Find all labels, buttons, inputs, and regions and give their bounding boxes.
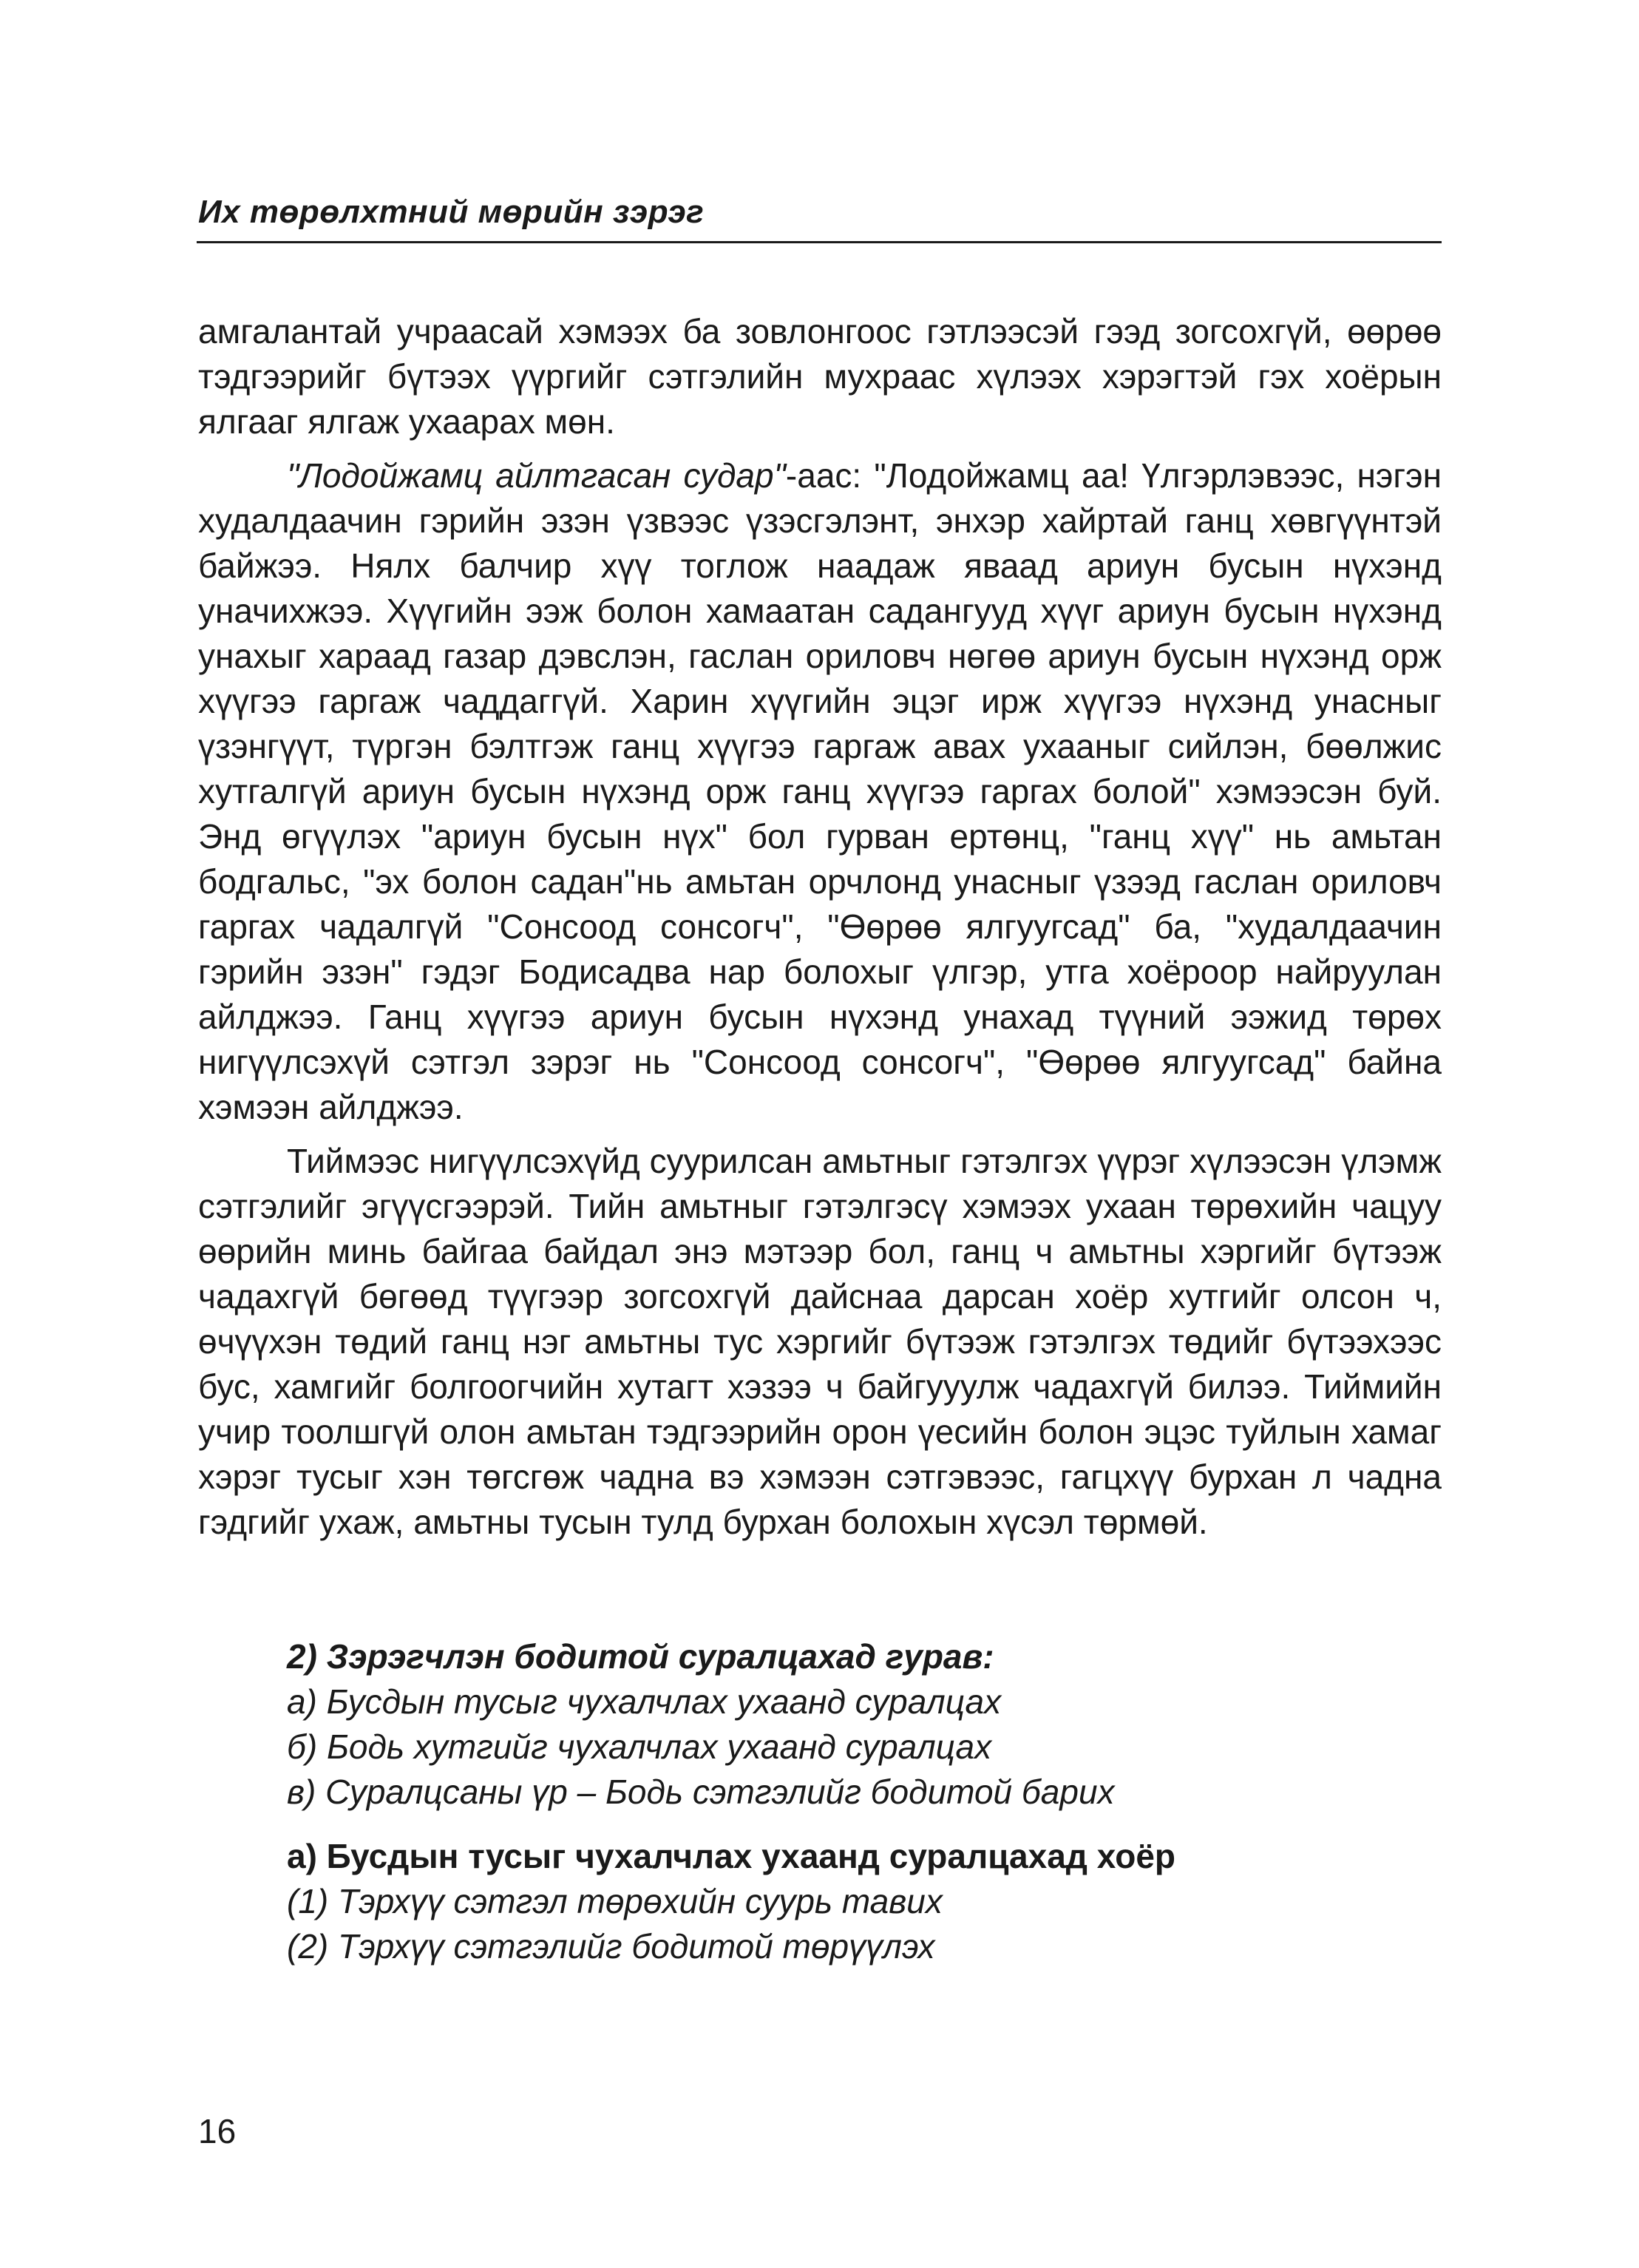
- paragraph-2: [198, 453, 1442, 1130]
- sutra-title: "Лодойжамц айлтгасан судар": [287, 456, 786, 495]
- running-header: Их төрөлхтний мөрийн зэрэг: [198, 194, 705, 230]
- list2-item-2: (2) Тэрхүү сэтгэлийг бодитой төрүүлэх: [287, 1927, 935, 1966]
- page-number: 16: [198, 2112, 237, 2150]
- paragraph-3: Тиймээс нигүүлсэхүйд суурилсан амьтныг гэтэлгэх үүрэг хүлээсэн үлэмж сэтгэлийг эгүүсгээрэй. Тийн амьтныг гэтэлгэсү хэмээх ухаан төрөхийн чацуу өөрийн минь байгаа байдал энэ мэтээр бол, ганц ч амьтны хэргийг бүтээж чадахгүй бөгөөд түүгээр зогсохгүй дайснаа дарсан хоёр хутгийг олсон ч, өчүүхэн төдий ганц нэг амьтны тус хэргийг бүтээж гэтэлгэх төдийг бүтээхээс бус, хамгийг болгоогчийн хутагт хэзээ ч байгууулж чадахгүй билээ. Тиймийн учир тоолшгүй олон амьтан тэдгээрийн орон үесийн болон эцэс туйлын хамаг хэрэг тусыг хэн төгсгөж чадна вэ хэмээн сэтгэвээс, гагцхүү бурхан л чадна гэдгийг ухаж, амьтны тусын тулд бурхан болохын хүсэл төрмөй.: [198, 1142, 1442, 1541]
- list1-item-a: а) Бусдын тусыг чухалчлах ухаанд суралцах: [287, 1682, 1002, 1721]
- paragraph-2-text: -аас: "Лодойжамц аа! Үлгэрлэвээс, нэгэн худалдаачин гэрийн эзэн үзвээс үзэсгэлэнт, энхэр хайртай ганц хөвгүүнтэй байжээ. Нялх балчир хүү тоглож наадаж яваад ариун бусын нүхэнд уначихжээ. Хүүгийн ээж болон хамаатан садангууд хүүг ариун бусын нүхэнд унахыг хараад газар дэвслэн, гаслан ориловч нөгөө ариун бусын нүхэнд орж хүүгээ гаргаж чаддаггүй. Харин хүүгийн эцэг ирж хүүгээ нүхэнд унасныг үзэнгүүт, түргэн бэлтгэж ганц хүүгээ гаргаж авах ухааныг сийлэн, бөөлжис хутгалгүй ариун бусын нүхэнд орж ганц хүүгээ гаргах болой" хэмээсэн буй. Энд өгүүлэх "ариун бусын нүх" бол гурван ертөнц, "ганц хүү" нь амьтан бодгальс, "эх болон садан"нь амьтан орчлонд унасныг үзээд гаслан ориловч гаргах чадалгүй "Сонсоод сонсогч", "Өөрөө ялгуугсад" ба, "худалдаачин гэрийн эзэн" гэдэг Бодисадва нар болохыг үлгэр, утга хоёроор найруулан айлджээ. Ганц хүүгээ ариун бусын нүхэнд унахад түүний ээжид төрөх нигүүлсэхүй сэтгэл зэрэг нь "Сонсоод сонсогч", "Өөрөө ялгуугсад" байна хэмээн айлджээ.: [198, 456, 1442, 1126]
- list1-item-b: б) Бодь хутгийг чухалчлах ухаанд суралцах: [287, 1727, 992, 1766]
- header-rule: [197, 241, 1442, 243]
- paragraph-1: амгалантай учраасай хэмээх ба зовлонгоос гэтлээсэй гээд зогсохгүй, өөрөө тэдгээрийг бүтээх үүргийг сэтгэлийн мухраас хүлээх хэрэгтэй гэх хоёрын ялгааг ялгаж ухаарах мөн.: [198, 312, 1442, 441]
- body-text: [198, 309, 1442, 1545]
- list1-item-v: в) Суралцсаны үр – Бодь сэтгэлийг бодитой барих: [287, 1773, 1115, 1811]
- outline-lists: [287, 1634, 1440, 1969]
- list1-heading: 2) Зэрэгчлэн бодитой суралцахад гурав:: [287, 1637, 994, 1676]
- list2-item-1: (1) Тэрхүү сэтгэл төрөхийн суурь тавих: [287, 1882, 943, 1920]
- list2-heading: а) Бусдын тусыг чухалчлах ухаанд суралцахад хоёр: [287, 1837, 1175, 1875]
